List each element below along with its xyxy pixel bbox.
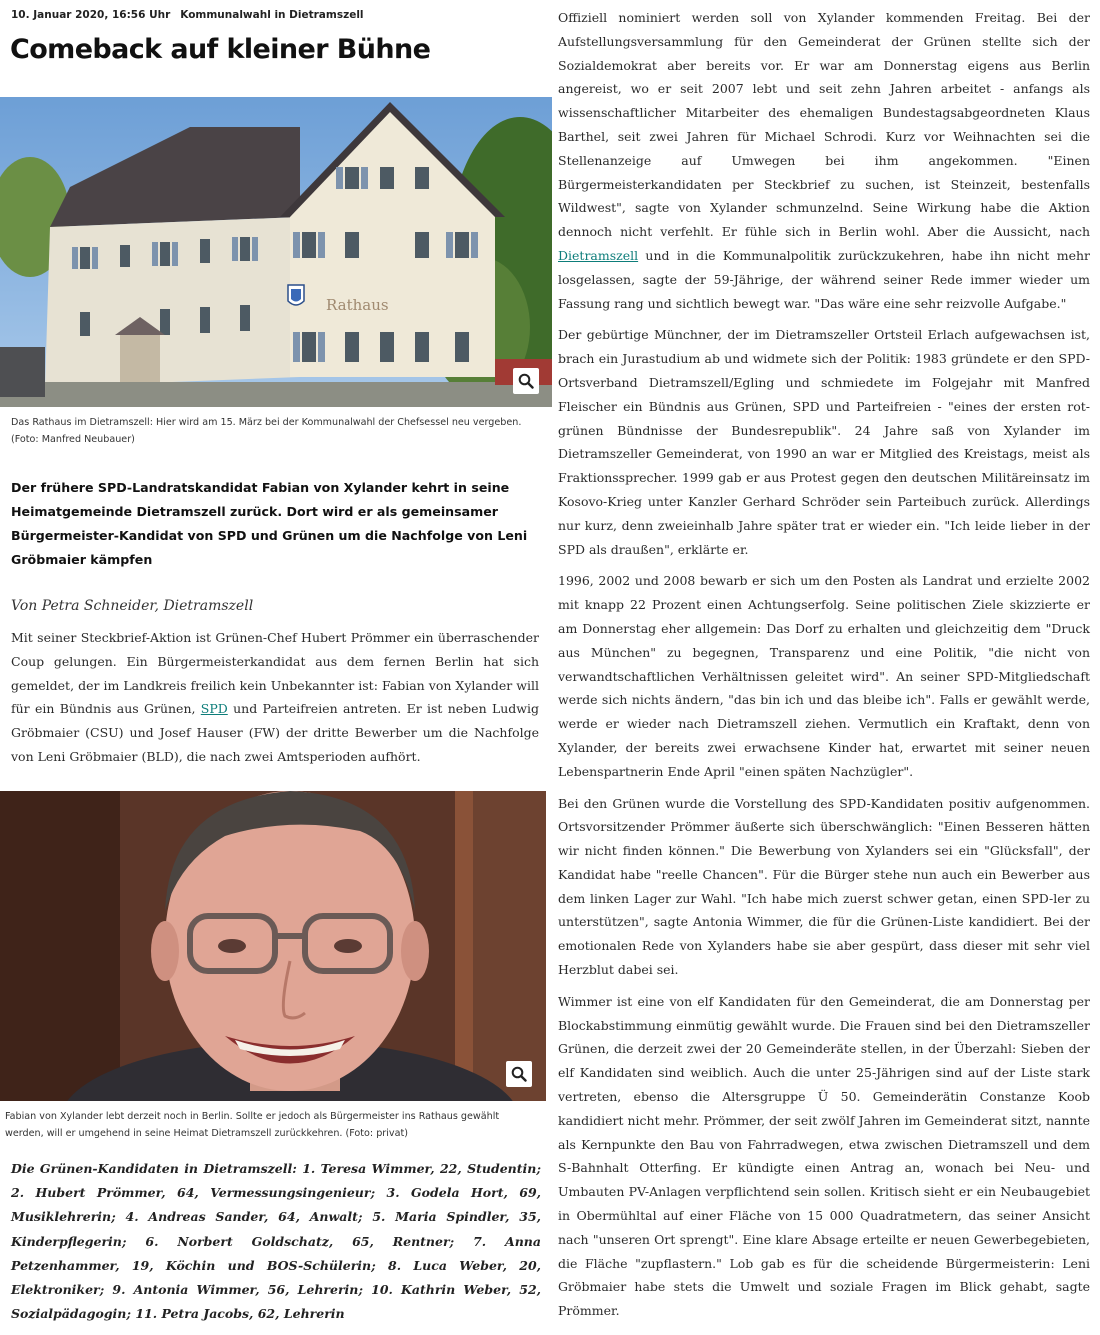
dietramszell-link[interactable]: Dietramszell bbox=[558, 247, 639, 263]
body-paragraph-6: Wimmer ist eine von elf Kandidaten für den Gemeinderat, die am Donnerstag per Blockabstimmung einmütig gewählt wurde. Die Frauen sind bei den Dietramszeller Grünen, die derzeit zwei der 20 Gemeinderäte stellen, in der Überzahl: Sieben der elf Kandidaten sind weiblich. Auch die unter 25-Jährigen sind auf der Liste stark vertreten, ebenso die Altersgruppe Ü 50. Gemeinderätin Constanze Koob kandidiert nicht mehr. Prömmer, der seit zwölf Jahren im Gemeinderat sitzt, nannte als Kernpunkte den Bau von Fahrradwegen, etwa zwischen Dietramszell und dem S-Bahnhalt Otterfing. Er kündigte einen Antrag an, wonach bei Neu- und Umbauten PV-Anlagen verpflichtend sein sollen. Kritisch sieht er ein Neubaugebiet in Obermühltal auf einer Fläche von 15 000 Quadratmetern, das seiner Ansicht nach "unseren Ort sprengt". Eine klare Absage erteilte er neuen Gewerbegebieten, die Fläche "zupflastern." Lob gab es für die scheidende Bürgermeisterin: Leni Gröbmaier habe stets die Umwelt und soziale Fragen im Blick gehabt, sagte Prömmer. bbox=[558, 993, 1090, 1319]
rathaus-sign: Rathaus bbox=[326, 296, 389, 314]
article-byline: Von Petra Schneider, Dietramszell bbox=[11, 598, 254, 614]
body-paragraph-5: Bei den Grünen wurde die Vorstellung des SPD-Kandidaten positiv aufgenommen. Ortsvorsitzender Prömmer äußerte sich überschwänglich: "Einen Besseren hätten wir nicht finden können." Die Bewerbung von Xylanders sei ein "Glücksfall", der Kandidat habe "reelle Chancen". Für die Bürger stehe nun auch ein Bewerber aus dem linken Lager zur Wahl. "Ich habe mich zuerst schwer getan, einen SPD-ler zu unterstützen", sagte Antonia Wimmer, die für die Grünen-Liste kandidiert. Bei der emotionalen Rede von Xylanders habe sie aber gespürt, dass dieser mit sehr viel Herzblut dabei sei. bbox=[558, 795, 1090, 978]
rathaus-photo[interactable] bbox=[0, 97, 552, 407]
rathaus-illustration bbox=[0, 97, 552, 407]
article-category: Kommunalwahl in Dietramszell bbox=[180, 9, 364, 21]
article-meta bbox=[11, 9, 364, 21]
portrait-caption: Fabian von Xylander lebt derzeit noch in Berlin. Sollte er jedoch als Bürgermeister ins Rathaus gewählt werden, will er umgehend in seine Heimat Dietramszell zurückkehren. (Foto: privat) bbox=[5, 1111, 500, 1139]
spd-link[interactable]: SPD bbox=[200, 701, 228, 717]
zoom-icon bbox=[518, 373, 534, 389]
body-paragraph-4: 1996, 2002 und 2008 bewarb er sich um den Posten als Landrat und erzielte 2002 mit knapp 22 Prozent einen Achtungserfolg. Seine politischen Ziele skizzierte er am Donnerstag eher allgemein: Das Dorf zu erhalten und gleichzeitig dem "Druck aus München" zu begegnen, Transparenz und eine Politik, "die nicht von verwandtschaftlichen Verhältnissen geleitet wird". An seiner SPD-Mitgliedschaft werde sich nichts ändern, "das bin ich und das bleibe ich". Falls er gewählt werde, werde er wieder nach Dietramszell ziehen. Vermutlich ein Kraftakt, denn von Xylander, der bereits zwei erwachsene Kinder hat, erwartet mit seiner neuen Lebenspartnerin Ende April "einen späten Nachzügler". bbox=[558, 573, 1090, 779]
rathaus-caption: Das Rathaus im Dietramszell: Hier wird am 15. März bei der Kommunalwahl der Chefsessel neu vergeben. (Foto: Manfred Neubauer) bbox=[11, 417, 522, 445]
image-zoom-button[interactable] bbox=[506, 1061, 532, 1087]
article-date: 10. Januar 2020, 16:56 Uhr bbox=[11, 9, 171, 21]
zoom-icon bbox=[511, 1066, 527, 1082]
candidates-list: Die Grünen-Kandidaten in Dietramszell: 1. Teresa Wimmer, 22, Studentin; 2. Hubert Prömmer, 64, Vermessungsingenieur; 3. Godela Hort, 69, Musiklehrerin; 4. Andreas Sander, 64, Anwalt; 5. Maria Spindler, 35, Kinderpflegerin; 6. Norbert Goldschatz, 65, Rentner; 7. Anna Petzenhammer, 19, Köchin und BOS-Schülerin; 8. Luca Weber, 20, Elektroniker; 9. Antonia Wimmer, 56, Lehrerin; 10. Kathrin Weber, 52, Sozialpädagogin; 11. Petra Jacobs, 62, Lehrerin bbox=[11, 1161, 541, 1322]
body-paragraph-2: Offiziell nominiert werden soll von Xylander kommenden Freitag. Bei der Aufstellungsversammlung für den Gemeinderat der Grünen stellte sich der Sozialdemokrat aber bereits vor. Er war am Donnerstag eigens aus Berlin angereist, wo er seit 2007 lebt und seit zehn Jahren arbeitet - anfangs als wissenschaftlicher Mitarbeiter des ehemaligen Bundestagsabgeordneten Klaus Barthel, seit zwei Jahren für Michael Schrodi. Kurz vor Weihnachten sei die Stellenanzeige auf Umwegen bei ihm angekommen. "Einen Bürgermeisterkandidaten per Steckbrief zu suchen, ist Steinzeit, bestenfalls Wildwest", sagte von Xylander schmunzelnd. Seine Wirkung habe die Aktion dennoch nicht verfehlt. Er fühle sich in Berlin wohl. Aber die Aussicht, nach Dietramszell und in die Kommunalpolitik zurückzukehren, habe ihn nicht mehr losgelassen, sagte der 59-Jährige, der während seiner Rede immer wieder um Fassung rang und sichtlich bewegt war. "Das wäre eine sehr reizvolle Aufgabe." bbox=[558, 10, 1090, 311]
article-title: Comeback auf kleiner Bühne bbox=[10, 34, 431, 65]
right-column bbox=[558, 6, 1090, 1331]
portrait-illustration bbox=[0, 791, 546, 1101]
portrait-photo[interactable] bbox=[0, 791, 546, 1101]
body-paragraph-3: Der gebürtige Münchner, der im Dietramszeller Ortsteil Erlach aufgewachsen ist, brach ein Jurastudium ab und widmete sich der Politik: 1983 gründete er den SPD-Ortsverband Dietramszell/Egling und schmiedete im Folgejahr mit Manfred Fleischer ein Bündnis aus Grünen, SPD und Parteifreien - "eines der ersten rot-grünen Bündnisse der Bundesrepublik". 24 Jahre saß von Xylander im Dietramszeller Gemeinderat, von 1990 an war er Mitglied des Kreistags, meist als Fraktionssprecher. 1999 gab er aus Protest gegen den deutschen Militäreinsatz im Kosovo-Krieg unter Kanzler Gerhard Schröder sein Parteibuch zurück. Allerdings nur kurz, denn zweieinhalb Jahre später trat er wieder ein. "Ich leide lieber in der SPD als draußen", erklärte er. bbox=[558, 327, 1090, 557]
article-lead: Der frühere SPD-Landratskandidat Fabian von Xylander kehrt in seine Heimatgemeinde Dietramszell zurück. Dort wird er als gemeinsamer Bürgermeister-Kandidat von SPD und Grünen um die Nachfolge von Leni Gröbmaier kämpfen bbox=[11, 480, 528, 567]
body-paragraph-1: Mit seiner Steckbrief-Aktion ist Grünen-Chef Hubert Prömmer ein überraschender Coup gelungen. Ein Bürgermeisterkandidat aus dem fernen Berlin hat sich gemeldet, der im Landkreis freilich kein Unbekannter ist: Fabian von Xylander will für ein Bündnis aus Grünen, SPD und Parteifreien antreten. Er ist neben Ludwig Gröbmaier (CSU) und Josef Hauser (FW) der dritte Bewerber um die Nachfolge von Leni Gröbmaier (BLD), die nach zwei Amtsperioden aufhört. bbox=[11, 630, 539, 764]
image-zoom-button[interactable] bbox=[513, 368, 539, 394]
